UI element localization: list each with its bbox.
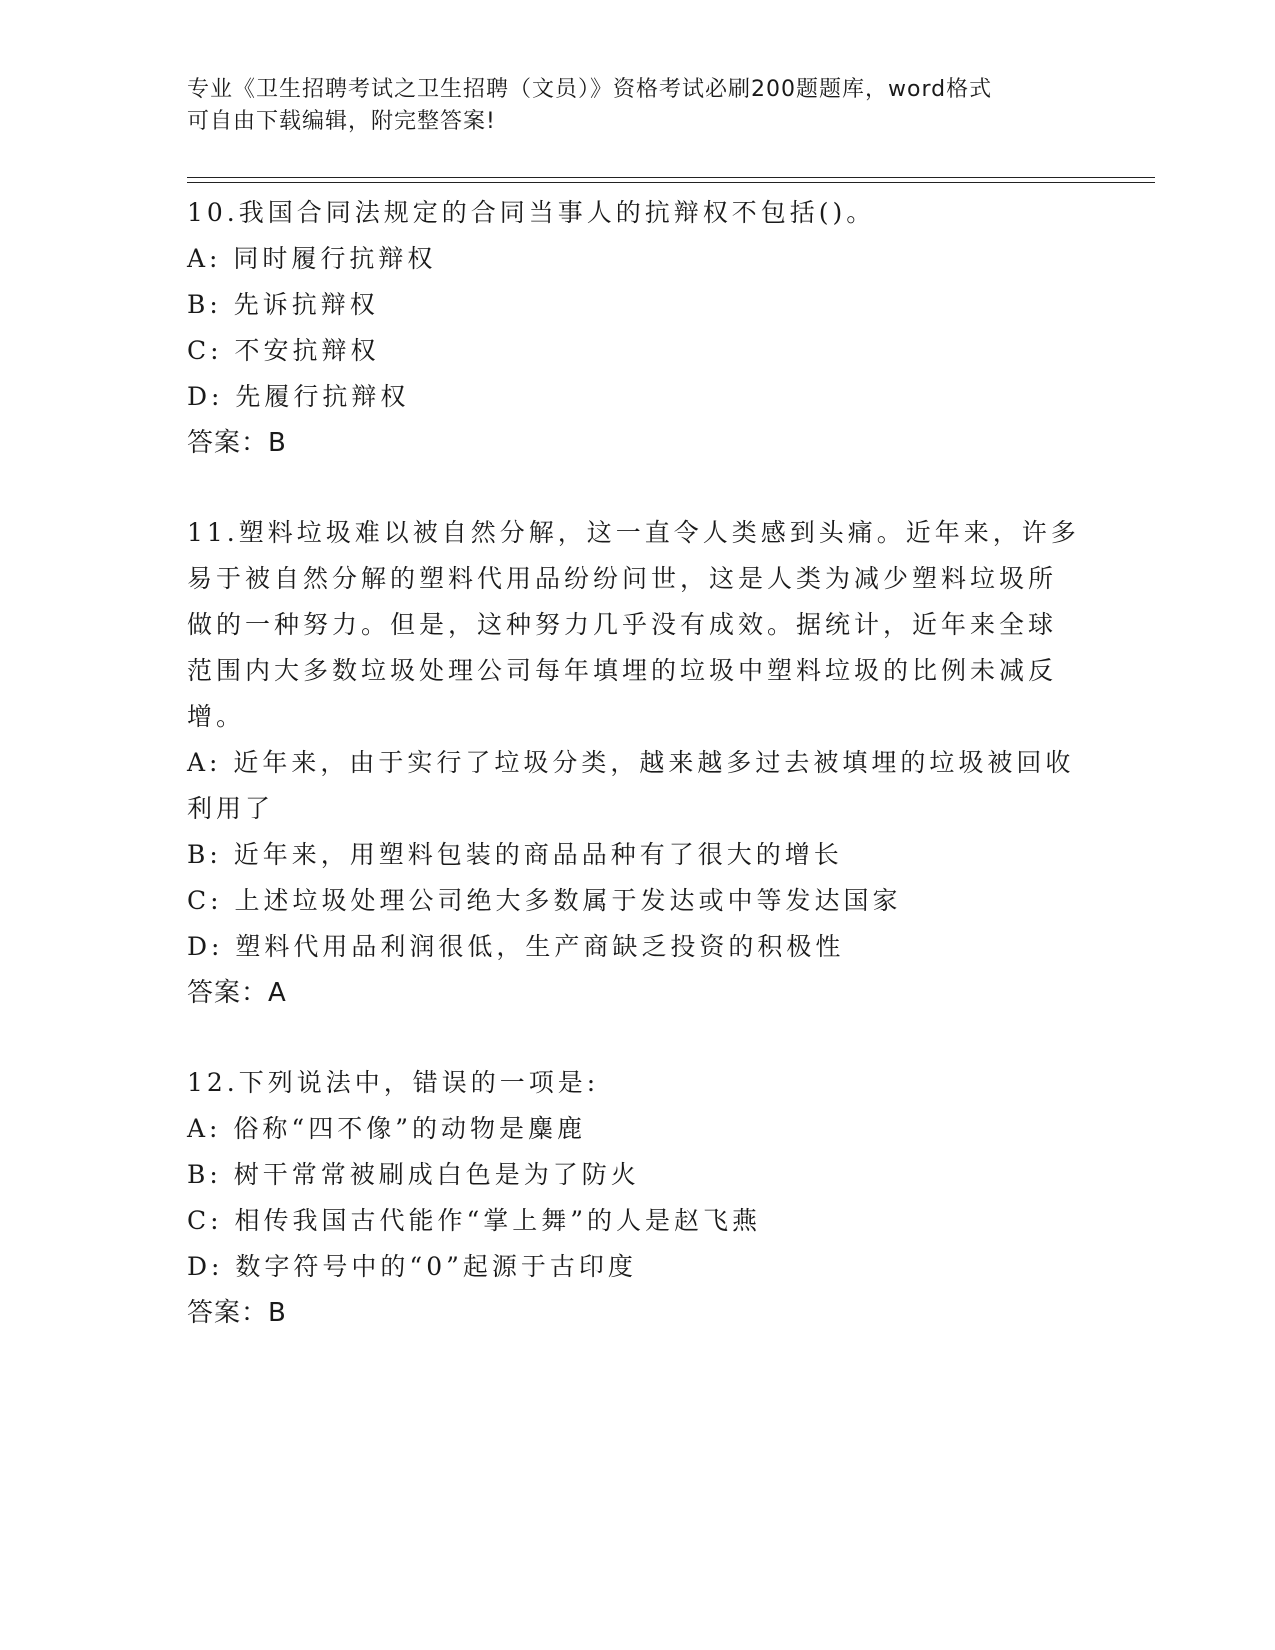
question-11	[187, 510, 1087, 1016]
option-a: A: 同时履行抗辩权	[187, 244, 437, 273]
question-stem-line-4: 范围内大多数垃圾处理公司每年填埋的垃圾中塑料垃圾的比例未减反	[187, 656, 1058, 685]
option-c: C: 不安抗辩权	[187, 336, 380, 365]
option-d: D: 塑料代用品利润很低，生产商缺乏投资的积极性	[187, 932, 845, 961]
question-stem: 10.我国合同法规定的合同当事人的抗辩权不包括()。	[187, 198, 876, 227]
question-stem-line-3: 做的一种努力。但是，这种努力几乎没有成效。据统计，近年来全球	[187, 610, 1058, 639]
question-stem-line-2: 易于被自然分解的塑料代用品纷纷问世，这是人类为减少塑料垃圾所	[187, 564, 1058, 593]
header-rule-bottom	[187, 182, 1155, 183]
answer-label: 答案：A	[187, 978, 287, 1008]
answer-label: 答案：B	[187, 1298, 287, 1328]
question-spacer	[187, 466, 1087, 510]
option-a: A: 俗称“四不像”的动物是麋鹿	[187, 1114, 586, 1143]
option-a-line-1: A: 近年来，由于实行了垃圾分类，越来越多过去被填埋的垃圾被回收	[187, 748, 1075, 777]
question-stem-line-5: 增。	[187, 702, 246, 731]
option-a-line-2: 利用了	[187, 794, 275, 823]
question-12	[187, 1060, 1087, 1336]
option-b: B: 树干常常被刷成白色是为了防火	[187, 1160, 640, 1189]
option-c: C: 相传我国古代能作“掌上舞”的人是赵飞燕	[187, 1206, 762, 1235]
option-c: C: 上述垃圾处理公司绝大多数属于发达或中等发达国家	[187, 886, 902, 915]
question-list	[187, 190, 1087, 1336]
option-d: D: 先履行抗辩权	[187, 382, 410, 411]
question-spacer	[187, 1016, 1087, 1060]
header-line-1: 专业《卫生招聘考试之卫生招聘（文员）》资格考试必刷200题题库，word格式	[187, 77, 993, 102]
header-rule-top	[187, 177, 1155, 178]
document-header	[187, 74, 1067, 138]
question-stem-line-1: 11.塑料垃圾难以被自然分解，这一直令人类感到头痛。近年来，许多	[187, 518, 1080, 547]
option-b: B: 近年来，用塑料包装的商品品种有了很大的增长	[187, 840, 843, 869]
question-10	[187, 190, 1087, 466]
option-d: D: 数字符号中的“0”起源于古印度	[187, 1252, 637, 1281]
answer-label: 答案：B	[187, 428, 287, 458]
question-stem: 12.下列说法中，错误的一项是:	[187, 1068, 600, 1097]
header-line-2: 可自由下载编辑，附完整答案!	[187, 109, 496, 134]
option-b: B: 先诉抗辩权	[187, 290, 379, 319]
